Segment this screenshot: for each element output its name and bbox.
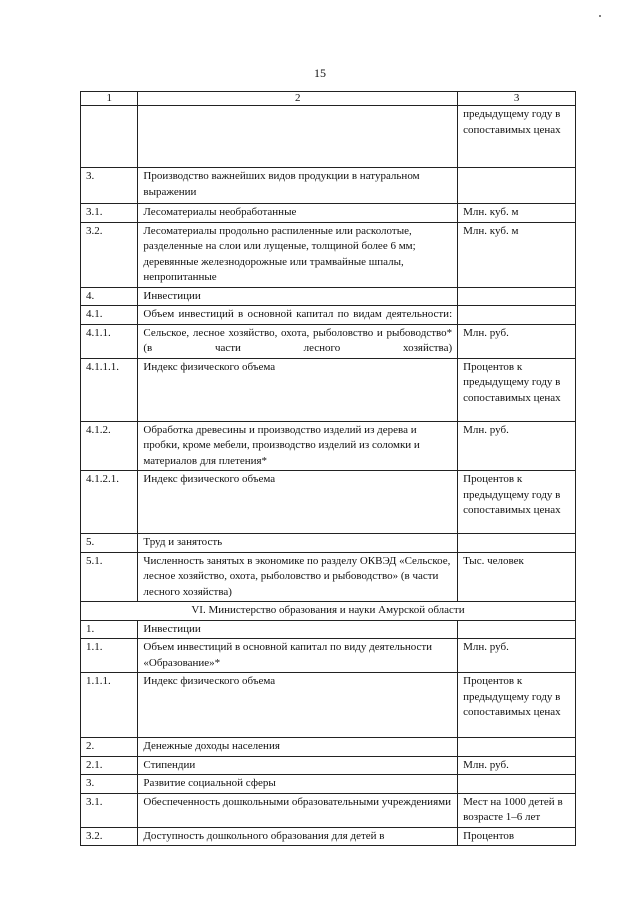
header-col-2: 2 bbox=[138, 92, 458, 106]
row-number: 4.1.1.1. bbox=[81, 358, 138, 421]
table-row bbox=[81, 793, 576, 827]
row-number: 4. bbox=[81, 287, 138, 306]
row-number: 5. bbox=[81, 534, 138, 553]
table-row bbox=[81, 620, 576, 639]
row-unit: Процентов к предыдущему году в сопоставимых ценах bbox=[458, 673, 576, 738]
row-number: 5.1. bbox=[81, 552, 138, 602]
table-row bbox=[81, 358, 576, 421]
table-row bbox=[81, 534, 576, 553]
table-row bbox=[81, 552, 576, 602]
row-unit: Процентов bbox=[458, 827, 576, 846]
row-unit: Млн. руб. bbox=[458, 756, 576, 775]
row-unit: Процентов к предыдущему году в сопоставимых ценах bbox=[458, 358, 576, 421]
row-indicator: Развитие социальной сферы bbox=[138, 775, 458, 794]
table-row bbox=[81, 421, 576, 471]
row-indicator: Объем инвестиций в основной капитал по видам деятельности: bbox=[138, 306, 458, 325]
table-row bbox=[81, 471, 576, 534]
header-col-1: 1 bbox=[81, 92, 138, 106]
row-unit: Млн. руб. bbox=[458, 324, 576, 358]
row-number: 3.1. bbox=[81, 793, 138, 827]
row-number: 3. bbox=[81, 775, 138, 794]
row-indicator: Лесоматериалы необработанные bbox=[138, 204, 458, 223]
row-unit: Мест на 1000 детей в возрасте 1–6 лет bbox=[458, 793, 576, 827]
row-unit bbox=[458, 775, 576, 794]
table-row bbox=[81, 738, 576, 757]
row-unit: Тыс. человек bbox=[458, 552, 576, 602]
row-number: 3. bbox=[81, 168, 138, 204]
row-indicator: Денежные доходы населения bbox=[138, 738, 458, 757]
row-unit: Млн. куб. м bbox=[458, 204, 576, 223]
row-indicator bbox=[138, 106, 458, 168]
row-unit: предыдущему году в сопоставимых ценах bbox=[458, 106, 576, 168]
row-unit: Процентов к предыдущему году в сопоставимых ценах bbox=[458, 471, 576, 534]
row-indicator: Труд и занятость bbox=[138, 534, 458, 553]
row-unit bbox=[458, 306, 576, 325]
row-number: 1.1. bbox=[81, 639, 138, 673]
row-number bbox=[81, 106, 138, 168]
row-number: 3.2. bbox=[81, 222, 138, 287]
row-indicator: Индекс физического объема bbox=[138, 673, 458, 738]
row-unit bbox=[458, 534, 576, 553]
row-unit bbox=[458, 620, 576, 639]
row-indicator: Стипендии bbox=[138, 756, 458, 775]
table-row bbox=[81, 222, 576, 287]
row-number: 4.1.2.1. bbox=[81, 471, 138, 534]
row-number: 2. bbox=[81, 738, 138, 757]
row-unit bbox=[458, 738, 576, 757]
row-number: 4.1. bbox=[81, 306, 138, 325]
row-indicator: Индекс физического объема bbox=[138, 358, 458, 421]
indicators-table bbox=[80, 91, 576, 846]
section-title: VI. Министерство образования и науки Амурской области bbox=[81, 602, 576, 621]
row-number: 1.1.1. bbox=[81, 673, 138, 738]
row-number: 3.1. bbox=[81, 204, 138, 223]
scan-speck bbox=[599, 15, 601, 17]
row-indicator: Индекс физического объема bbox=[138, 471, 458, 534]
table-row bbox=[81, 168, 576, 204]
row-number: 3.2. bbox=[81, 827, 138, 846]
table-row bbox=[81, 639, 576, 673]
table-row bbox=[81, 324, 576, 358]
row-indicator: Лесоматериалы продольно распиленные или расколотые, разделенные на слои или лущеные, толщиной более 6 мм; деревянные железнодорожные или трамвайные шпалы, непропитанные bbox=[138, 222, 458, 287]
table-row bbox=[81, 204, 576, 223]
row-indicator: Обработка древесины и производство изделий из дерева и пробки, кроме мебели, производство изделий из соломки и материалов для плетения* bbox=[138, 421, 458, 471]
table-row bbox=[81, 306, 576, 325]
row-number: 2.1. bbox=[81, 756, 138, 775]
row-number: 1. bbox=[81, 620, 138, 639]
row-number: 4.1.2. bbox=[81, 421, 138, 471]
table-row bbox=[81, 775, 576, 794]
row-indicator: Сельское, лесное хозяйство, охота, рыболовство и рыбоводство* (в части лесного хозяйства) bbox=[138, 324, 458, 358]
row-unit: Млн. куб. м bbox=[458, 222, 576, 287]
row-unit: Млн. руб. bbox=[458, 421, 576, 471]
row-indicator: Инвестиции bbox=[138, 287, 458, 306]
row-indicator: Обеспеченность дошкольными образовательными учреждениями bbox=[138, 793, 458, 827]
table-row bbox=[81, 827, 576, 846]
row-number: 4.1.1. bbox=[81, 324, 138, 358]
row-indicator: Численность занятых в экономике по разделу ОКВЭД «Сельское, лесное хозяйство, охота, рыболовство и рыбоводство» (в части лесного хозяйства) bbox=[138, 552, 458, 602]
row-unit bbox=[458, 287, 576, 306]
row-indicator: Объем инвестиций в основной капитал по виду деятельности «Образование»* bbox=[138, 639, 458, 673]
page-number: 15 bbox=[314, 66, 326, 80]
header-col-3: 3 bbox=[458, 92, 576, 106]
section-row bbox=[81, 602, 576, 621]
row-indicator: Производство важнейших видов продукции в натуральном выражении bbox=[138, 168, 458, 204]
table-row bbox=[81, 756, 576, 775]
row-unit bbox=[458, 168, 576, 204]
table-row bbox=[81, 106, 576, 168]
table-row bbox=[81, 287, 576, 306]
row-indicator: Доступность дошкольного образования для детей в bbox=[138, 827, 458, 846]
row-unit: Млн. руб. bbox=[458, 639, 576, 673]
row-indicator: Инвестиции bbox=[138, 620, 458, 639]
table-header-row bbox=[81, 92, 576, 106]
table-row bbox=[81, 673, 576, 738]
